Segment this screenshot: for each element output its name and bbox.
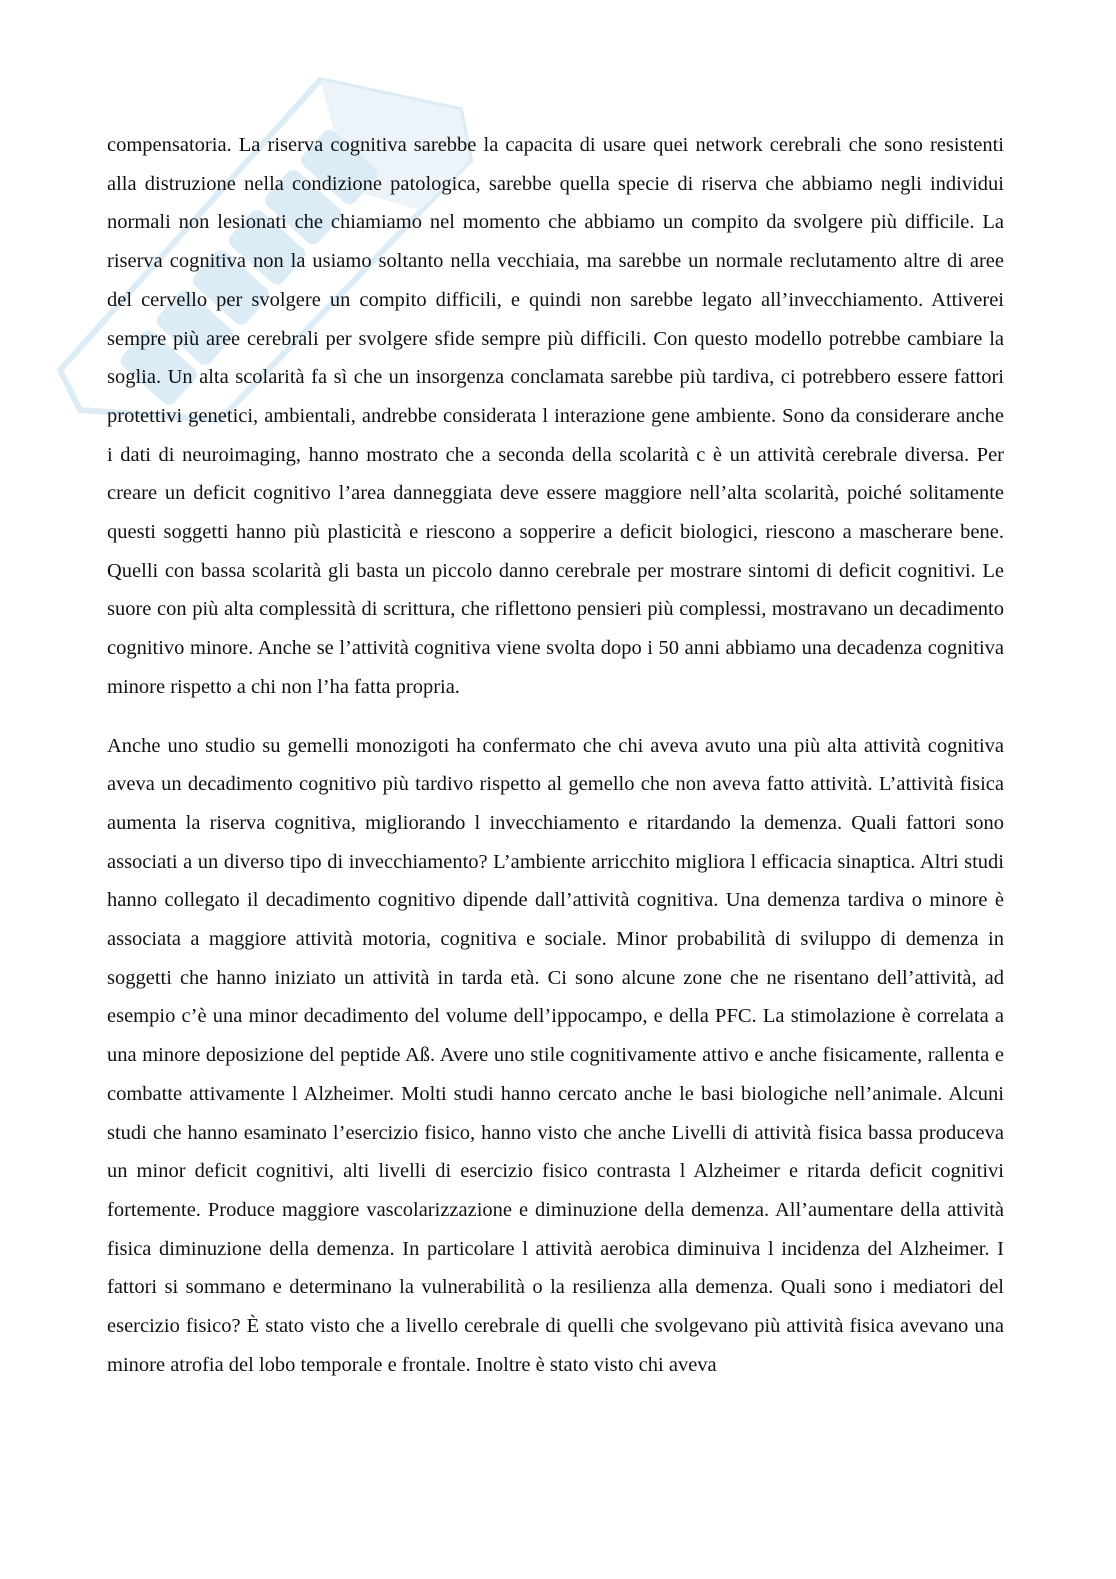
paragraph-1: compensatoria. La riserva cognitiva sarebbe la capacita di usare quei network cerebrali che sono resistenti alla distruzione nella condizione patologica, sarebbe quella specie di riserva che abbiamo negli individui normali non lesionati che chiamiamo nel momento che abbiamo un compito da svolgere più difficile. La riserva cognitiva non la usiamo soltanto nella vecchiaia, ma sarebbe un normale reclutamento altre di aree del cervello per svolgere un compito difficili, e quindi non sarebbe legato all’invecchiamento. Attiverei sempre più aree cerebrali per svolgere sfide sempre più difficili. Con questo modello potrebbe cambiare la soglia. Un alta scolarità fa sì che un insorgenza conclamata sarebbe più tardiva, ci potrebbero essere fattori protettivi genetici, ambientali, andrebbe considerata l interazione gene ambiente. Sono da considerare anche i dati di neuroimaging, hanno mostrato che a seconda della scolarità c è un attività cerebrale diversa. Per creare un deficit cognitivo l’area danneggiata deve essere maggiore nell’alta scolarità, poiché solitamente questi soggetti hanno più plasticità e riescono a sopperire a deficit biologici, riescono a mascherare bene. Quelli con bassa scolarità gli basta un piccolo danno cerebrale per mostrare sintomi di deficit cognitivi. Le suore con più alta complessità di scrittura, che riflettono pensieri più complessi, mostravano un decadimento cognitivo minore. Anche se l’attività cognitiva viene svolta dopo i 50 anni abbiamo una decadenza cognitiva minore rispetto a chi non l’ha fatta propria. [107,134,1004,698]
paragraph-2: Anche uno studio su gemelli monozigoti ha confermato che chi aveva avuto una più alta attività cognitiva aveva un decadimento cognitivo più tardivo rispetto al gemello che non aveva fatto attività. L’attività fisica aumenta la riserva cognitiva, migliorando l invecchiamento e ritardando la demenza. Quali fattori sono associati a un diverso tipo di invecchiamento? L’ambiente arricchito migliora l efficacia sinaptica. Altri studi hanno collegato il decadimento cognitivo dipende dall’attività cognitiva. Una demenza tardiva o minore è associata a maggiore attività motoria, cognitiva e sociale. Minor probabilità di sviluppo di demenza in soggetti che hanno iniziato un attività in tarda età. Ci sono alcune zone che ne risentano dell’attività, ad esempio c’è una minor decadimento del volume dell’ippocampo, e della PFC. La stimolazione è correlata a una minore deposizione del peptide Aß. Avere uno stile cognitivamente attivo e anche fisicamente, rallenta e combatte attivamente l Alzheimer. Molti studi hanno cercato anche le basi biologiche nell’animale. Alcuni studi che hanno esaminato l’esercizio fisico, hanno visto che anche Livelli di attività fisica bassa produceva un minor deficit cognitivi, alti livelli di esercizio fisico contrasta l Alzheimer e ritarda deficit cognitivi fortemente. Produce maggiore vascolarizzazione e diminuzione della demenza. All’aumentare della attività fisica diminuzione della demenza. In particolare l attività aerobica diminuiva l incidenza del Alzheimer. I fattori si sommano e determinano la vulnerabilità o la resilienza alla demenza. Quali sono i mediatori del esercizio fisico? È stato visto che a livello cerebrale di quelli che svolgevano più attività fisica avevano una minore atrofia del lobo temporale e frontale. Inoltre è stato visto chi aveva [107,734,1004,1376]
body-text [107,126,1004,1385]
